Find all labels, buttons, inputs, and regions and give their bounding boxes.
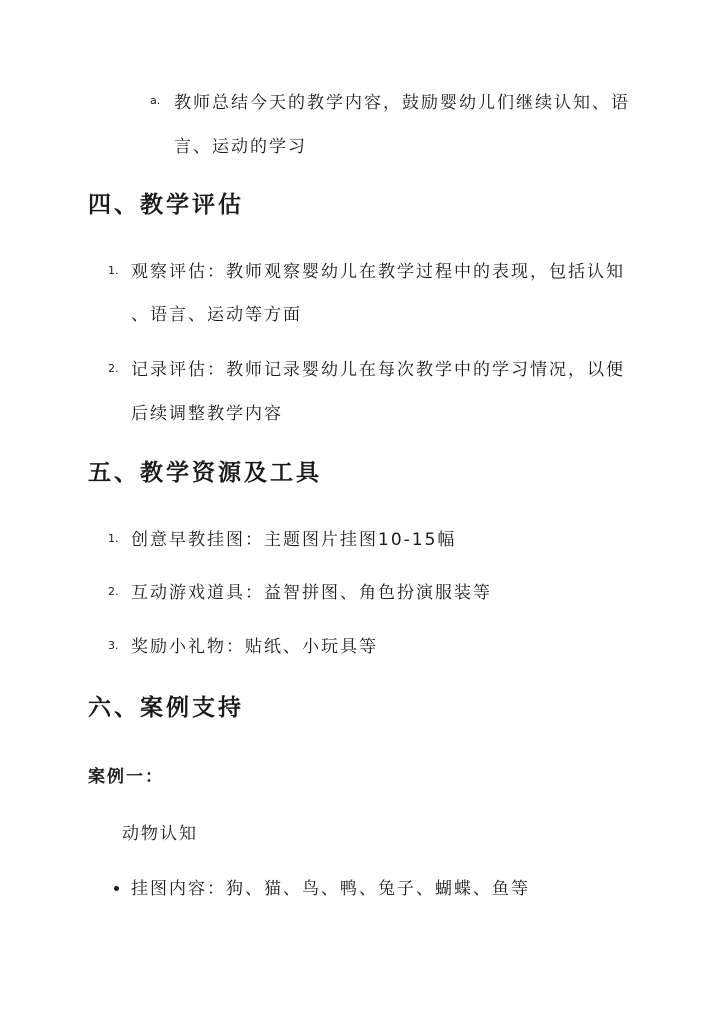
case-name: 动物认知 [122,824,198,844]
evaluation-item-2-line-2: 后续调整教学内容 [131,404,283,424]
list-marker-1: 1. [108,264,119,277]
evaluation-item-1-line-2: 、语言、运动等方面 [131,305,302,325]
bullet-dot [114,886,119,891]
conclusion-line-1: 教师总结今天的教学内容，鼓励婴幼儿们继续认知、语 [174,93,630,113]
list-marker-2: 2. [108,585,119,598]
resource-item-3: 奖励小礼物：贴纸、小玩具等 [131,637,378,657]
case-bullet-item: 挂图内容：狗、猫、鸟、鸭、兔子、蝴蝶、鱼等 [131,879,530,899]
list-marker-3: 3. [108,639,119,652]
list-marker-1: 1. [108,532,119,545]
resource-item-1: 创意早教挂图：主题图片挂图10-15幅 [131,530,457,550]
list-marker-2: 2. [108,362,119,375]
section-heading-evaluation: 四、教学评估 [88,191,244,218]
conclusion-line-2: 言、运动的学习 [174,137,307,157]
section-heading-cases: 六、案例支持 [88,694,244,721]
evaluation-item-2-line-1: 记录评估：教师记录婴幼儿在每次教学中的学习情况，以便 [131,360,625,380]
resource-item-2: 互动游戏道具：益智拼图、角色扮演服装等 [131,583,492,603]
case-heading: 案例一： [88,767,164,787]
list-marker-a: a. [150,94,161,107]
section-heading-resources: 五、教学资源及工具 [88,459,322,486]
evaluation-item-1-line-1: 观察评估：教师观察婴幼儿在教学过程中的表现，包括认知 [131,262,625,282]
